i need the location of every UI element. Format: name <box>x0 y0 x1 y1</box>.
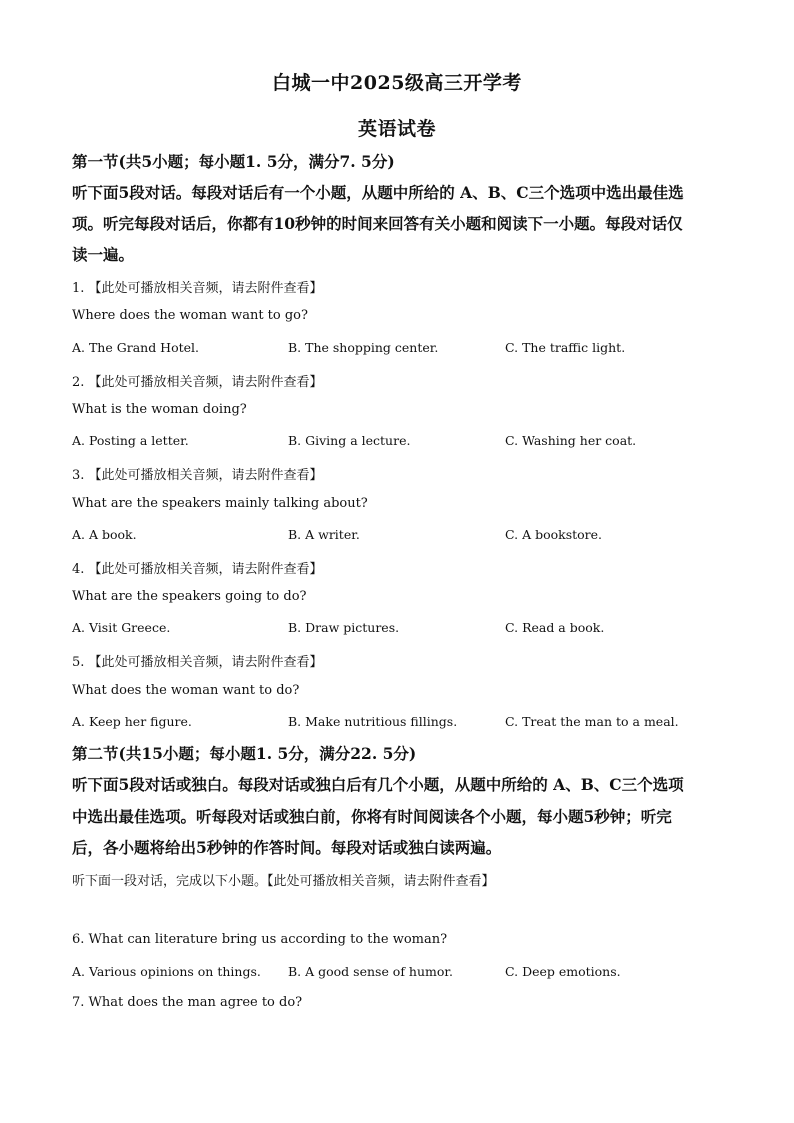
option-c: C. Treat the man to a meal. <box>505 714 679 729</box>
option-b: B. Draw pictures. <box>288 620 400 635</box>
question-text: 6. What can literature bring us according to the woman? <box>72 932 448 947</box>
question-text: 7. What does the man agree to do? <box>72 995 303 1010</box>
option-a: A. The Grand Hotel. <box>72 340 199 355</box>
audio-placeholder: 3. 【此处可播放相关音频，请去附件查看】 <box>72 468 323 483</box>
school-title: 白城一中2025级高三开学考 <box>272 72 522 94</box>
option-b: B. Giving a lecture. <box>288 433 411 448</box>
audio-placeholder: 4. 【此处可播放相关音频，请去附件查看】 <box>72 562 323 577</box>
section2-instruction-line: 后，各小题将给出5秒钟的作答时间。每段对话或独白读两遍。 <box>72 838 502 857</box>
section1-instruction-line: 项。听完每段对话后，你都有10秒钟的时间来回答有关小题和阅读下一小题。每段对话仅 <box>72 214 683 233</box>
option-a: A. Posting a letter. <box>72 433 189 448</box>
section2-instruction-line: 中选出最佳选项。听每段对话或独白前，你将有时间阅读各个小题，每小题5秒钟；听完 <box>72 807 672 826</box>
question-text: Where does the woman want to go? <box>72 308 308 323</box>
audio-note: 听下面一段对话，完成以下小题。【此处可播放相关音频，请去附件查看】 <box>72 874 495 889</box>
option-a: A. Visit Greece. <box>72 620 171 635</box>
question-text: What is the woman doing? <box>72 402 247 417</box>
section2-instruction-line: 听下面5段对话或独白。每段对话或独白后有几个小题，从题中所给的 A、B、C三个选项 <box>72 775 684 794</box>
option-c: C. The traffic light. <box>505 340 626 355</box>
option-c: C. Read a book. <box>505 620 605 635</box>
option-b: B. Make nutritious fillings. <box>288 714 458 729</box>
option-b: B. The shopping center. <box>288 340 439 355</box>
option-a: A. Various opinions on things. <box>72 964 261 979</box>
section1-instruction-line: 听下面5段对话。每段对话后有一个小题，从题中所给的 A、B、C三个选项中选出最佳选 <box>72 183 684 202</box>
section1-instruction-line: 读一遍。 <box>72 245 135 264</box>
option-b: B. A writer. <box>288 527 360 542</box>
option-c: C. Washing her coat. <box>505 433 637 448</box>
audio-placeholder: 2. 【此处可播放相关音频，请去附件查看】 <box>72 375 323 390</box>
option-a: A. A book. <box>72 527 137 542</box>
audio-placeholder: 1. 【此处可播放相关音频，请去附件查看】 <box>72 281 323 296</box>
audio-placeholder: 5. 【此处可播放相关音频，请去附件查看】 <box>72 655 323 670</box>
subject-title: 英语试卷 <box>357 118 436 140</box>
option-a: A. Keep her figure. <box>72 714 192 729</box>
section1-heading: 第一节(共5小题；每小题1. 5分，满分7. 5分) <box>72 152 395 171</box>
option-c: C. Deep emotions. <box>505 964 621 979</box>
question-text: What are the speakers mainly talking about? <box>72 496 368 511</box>
question-text: What does the woman want to do? <box>72 683 300 698</box>
option-c: C. A bookstore. <box>505 527 603 542</box>
question-text: What are the speakers going to do? <box>72 589 307 604</box>
section2-heading: 第二节(共15小题；每小题1. 5分，满分22. 5分) <box>72 744 417 763</box>
option-b: B. A good sense of humor. <box>288 964 453 979</box>
